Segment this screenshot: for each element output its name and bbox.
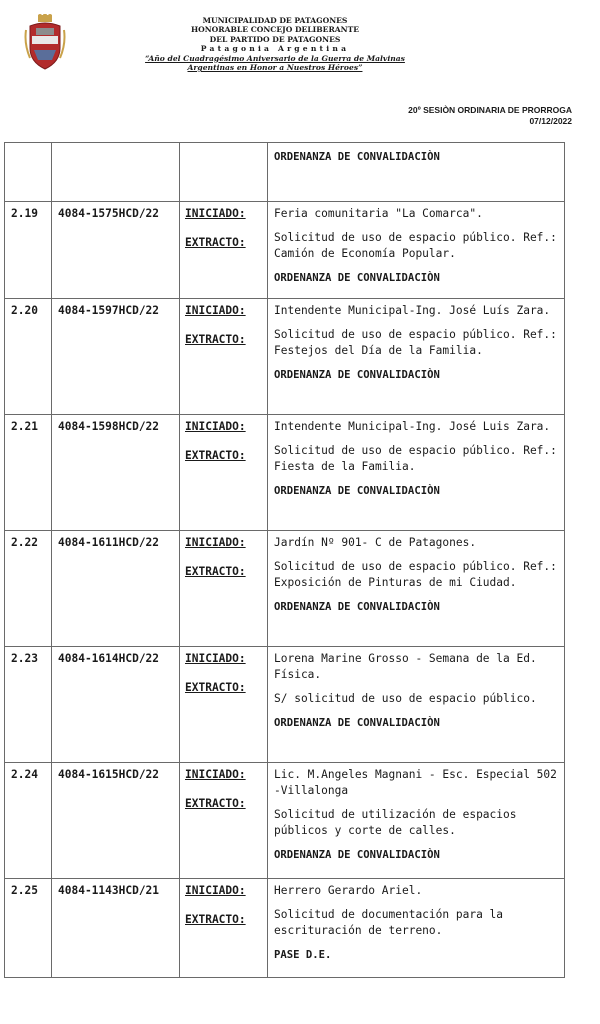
iniciado-text: Lorena Marine Grosso - Semana de la Ed. Física. [274,652,537,681]
iniciado-text: Intendente Municipal-Ing. José Luis Zara. [274,420,551,433]
table-row-continued [5,143,565,202]
expediente-number: 4084-1611HCD/22 [52,531,180,647]
extracto-label: EXTRACTO: [185,565,246,578]
extracto-label: EXTRACTO: [185,333,246,346]
resolution-text: ORDENANZA DE CONVALIDACIÒN [274,369,440,381]
resolution-text: ORDENANZA DE CONVALIDACIÒN [274,272,440,284]
item-number: 2.22 [5,531,52,647]
extracto-text: Solicitud de uso de espacio público. Ref.: Fiesta de la Familia. [274,444,557,473]
extracto-text: Solicitud de documentación para la escrituración de terreno. [274,908,504,937]
resolution-text: ORDENANZA DE CONVALIDACIÒN [274,485,440,497]
iniciado-text: Lic. M.Angeles Magnani - Esc. Especial 502 -Villalonga [274,768,557,797]
iniciado-label: INICIADO: [185,207,246,220]
header-line-municipality: MUNICIPALIDAD DE PATAGONES [202,16,348,25]
municipal-crest-logo [24,14,66,72]
header-line-motto-1: “Año del Cuadragésimo Aniversario de la Guerra de Malvinas [145,53,405,63]
expediente-number: 4084-1615HCD/22 [52,763,180,879]
iniciado-text: Herrero Gerardo Ariel. [274,884,423,897]
item-number: 2.19 [5,202,52,299]
iniciado-label: INICIADO: [185,884,246,897]
expediente-number: 4084-1598HCD/22 [52,415,180,531]
header-line-motto-2: Argentinas en Honor a Nuestros Héroes” [187,63,363,73]
session-date: 07/12/2022 [529,116,572,126]
document-header [90,16,460,72]
table-row [5,531,565,647]
iniciado-text: Feria comunitaria "La Comarca". [274,207,483,220]
item-number: 2.25 [5,879,52,978]
extracto-label: EXTRACTO: [185,236,246,249]
extracto-label: EXTRACTO: [185,797,246,810]
iniciado-text: Intendente Municipal-Ing. José Luís Zara. [274,304,551,317]
iniciado-label: INICIADO: [185,536,246,549]
item-number: 2.20 [5,299,52,415]
item-number: 2.23 [5,647,52,763]
expediente-number: 4084-1575HCD/22 [52,202,180,299]
header-line-district: DEL PARTIDO DE PATAGONES [209,34,341,44]
table-row [5,299,565,415]
extracto-label: EXTRACTO: [185,681,246,694]
resolution-text: ORDENANZA DE CONVALIDACIÒN [274,849,440,861]
ordinance-table [4,142,565,978]
expediente-number: 4084-1143HCD/21 [52,879,180,978]
iniciado-label: INICIADO: [185,420,246,433]
extracto-text: Solicitud de uso de espacio público. Ref.: Exposición de Pinturas de mi Ciudad. [274,560,557,589]
table-row [5,763,565,879]
table-row [5,202,565,299]
extracto-text: Solicitud de uso de espacio público. Ref.: Camión de Economía Popular. [274,231,557,260]
resolution-text: ORDENANZA DE CONVALIDACIÒN [274,717,440,729]
session-title: 20º SESIÒN ORDINARIA DE PRORROGA [408,105,572,115]
item-number: 2.21 [5,415,52,531]
iniciado-text: Jardín Nº 901- C de Patagones. [274,536,477,549]
extracto-text: S/ solicitud de uso de espacio público. [274,692,537,705]
expediente-number: 4084-1614HCD/22 [52,647,180,763]
resolution-text: ORDENANZA DE CONVALIDACIÒN [274,151,440,163]
resolution-text: ORDENANZA DE CONVALIDACIÒN [274,601,440,613]
table-row [5,647,565,763]
table-row [5,879,565,978]
expediente-number: 4084-1597HCD/22 [52,299,180,415]
header-line-council: HONORABLE CONCEJO DELIBERANTE [190,25,360,35]
session-info [408,105,572,127]
iniciado-label: INICIADO: [185,652,246,665]
extracto-label: EXTRACTO: [185,449,246,462]
extracto-label: EXTRACTO: [185,913,246,926]
header-line-region: Patagonia Argentina [200,44,350,54]
extracto-text: Solicitud de uso de espacio público. Ref.: Festejos del Día de la Familia. [274,328,557,357]
table-row [5,415,565,531]
extracto-text: Solicitud de utilización de espacios públicos y corte de calles. [274,808,517,837]
iniciado-label: INICIADO: [185,768,246,781]
resolution-text: PASE D.E. [274,949,332,961]
iniciado-label: INICIADO: [185,304,246,317]
item-number: 2.24 [5,763,52,879]
